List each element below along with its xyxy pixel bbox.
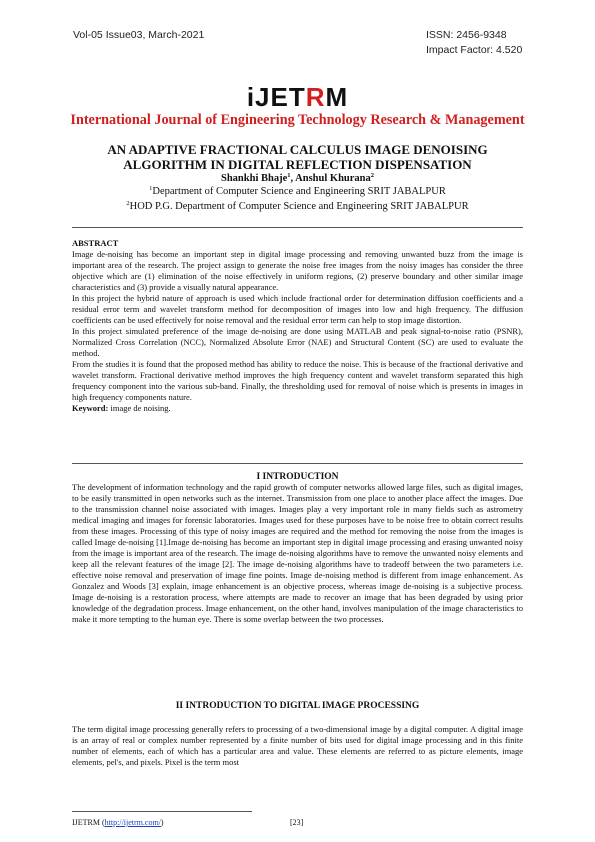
abstract-heading: ABSTRACT — [72, 238, 119, 248]
footer-prefix: IJETRM ( — [72, 818, 105, 827]
author-list — [0, 173, 595, 184]
introduction-paragraph: The development of information technology and the rapid growth of computer networks allowed large files, such as digital images, to be easily transmitted in open networks such as the internet. Transmission from one place to another place affect the images. Due to the transmission channel noise associated with images. Images play a very important role in many fields such as astrometry medical imaging and images for forensic laboratories. Images used for these purposes have to be noise free to obtain correct results from these images. Processing of this type of noisy images are required and the method for removing the noise from the images is called Image de-noising [1].Image de-noising has become an important step in digital image processing and erasing unwanted noisy from the image is important area of the research. The image de-noising algorithms have to remove the unwanted noisy elements and keep all the relevant features of the image [2]. The image de-noising algorithms have to tradeoff between the two parameters i.e. effective noise removal and preservation of image fine points. Image de-noising method is different from image enhancement. As Gonzalez and Woods [3] explain, image enhancement is an objective process, whereas image de-noising is a subjective process. Image de-noising is a restoration process, where attempts are made to recover an image that has been degraded by using prior knowledge of the degradation process. Image enhancement, on the other hand, involves manipulation of the image characteristics to make it more tempting to the human eye. There is some overlap between the two processes. — [72, 482, 523, 624]
author-2-sup: 2 — [370, 172, 374, 179]
paper-title — [60, 142, 535, 172]
title-line-2: ALGORITHM IN DIGITAL REFLECTION DISPENSATION — [123, 157, 472, 172]
impact-factor-label: Impact Factor: 4.520 — [426, 44, 523, 56]
logo-suffix: M — [325, 82, 349, 112]
issn-label: ISSN: 2456-9348 — [426, 29, 507, 41]
affiliation-1-text: Department of Computer Science and Engineering SRIT JABALPUR — [152, 186, 446, 197]
volume-issue-label: Vol-05 Issue03, March-2021 — [73, 29, 205, 41]
affiliation-1 — [0, 186, 595, 197]
journal-name: International Journal of Engineering Technology Research & Management — [70, 112, 525, 128]
footer-divider — [72, 811, 252, 812]
abstract-top-divider — [72, 227, 523, 228]
author-separator: , — [290, 173, 296, 184]
section-heading-introduction: I INTRODUCTION — [256, 472, 339, 482]
abstract-block — [72, 238, 523, 414]
keywords-value: image de noising. — [108, 403, 171, 413]
footer-suffix: ) — [160, 818, 164, 827]
affiliation-2 — [0, 201, 595, 212]
affiliation-2-sup: 2 — [126, 200, 130, 207]
abstract-paragraph-4: From the studies it is found that the proposed method has ability to reduce the noise. This is because of the fractional derivative and wavelet transform. Fractional derivative method improves the high frequency content and wavelet transform separated this high frequency component into the various sub-band. Finally, the thresholding used for removal of noise which is presents in images in high frequency components nature. — [72, 359, 523, 402]
abstract-paragraph-1: Image de-noising has become an important step in digital image processing and removing unwanted buzz from the image is important area of the research. The project assign to generate the noise free images from the noisy images has consider the three objective which are (1) elimination of the noise effectively in uniform regions, (2) preserve boundary and other similar image characteristics and (3) provide a visually natural appearance. — [72, 249, 523, 292]
digital-image-processing-body — [72, 724, 523, 768]
footer-journal — [72, 818, 164, 827]
author-2: Anshul Khurana — [295, 173, 371, 184]
logo-prefix: iJET — [246, 82, 306, 112]
journal-website-link[interactable]: http://ijetrm.com/ — [104, 818, 161, 827]
logo-accent: R — [305, 82, 326, 112]
digital-image-processing-paragraph: The term digital image processing generally refers to processing of a two-dimensional image by a digital computer. A digital image is an array of real or complex number represented by a finite number of bits used for digital image processing and in this finite number of elements, each of which has a particular area and value. These elements are referred to as picture elements, image elements, pel's, and pixels. Pixel is the term most — [72, 724, 523, 767]
abstract-paragraph-3: In this project simulated preference of the image de-noising are done using MATLAB and peak signal-to-noise ratio (PSNR), Normalized Cross Correlation (NCC), Normalized Absolute Error (NAE) and Structural Content (SC) are used to evaluate the method. — [72, 326, 523, 358]
section-heading-digital-image-processing: II INTRODUCTION TO DIGITAL IMAGE PROCESSING — [175, 701, 420, 711]
affiliation-2-text: HOD P.G. Department of Computer Science and Engineering SRIT JABALPUR — [129, 201, 469, 212]
journal-logo — [0, 82, 595, 113]
author-1: Shankhi Bhaje — [221, 173, 288, 184]
abstract-paragraph-2: In this project the hybrid nature of approach is used which include fractional order for determination diffusion coefficients and a residual error term and wavelet transform method for decomposition of images into low and high frequency. The diffusion coefficients can be used effectively for noise removal and the residual error term can help to stop image distortion. — [72, 293, 523, 325]
affiliation-1-sup: 1 — [149, 185, 153, 192]
keywords-line — [72, 403, 523, 414]
page-number: [23] — [290, 818, 304, 827]
title-line-1: AN ADAPTIVE FRACTIONAL CALCULUS IMAGE DENOISING — [107, 142, 488, 157]
keywords-label: Keyword: — [72, 403, 109, 413]
author-1-sup: 1 — [287, 172, 291, 179]
introduction-body — [72, 482, 523, 625]
abstract-bottom-divider — [72, 463, 523, 464]
